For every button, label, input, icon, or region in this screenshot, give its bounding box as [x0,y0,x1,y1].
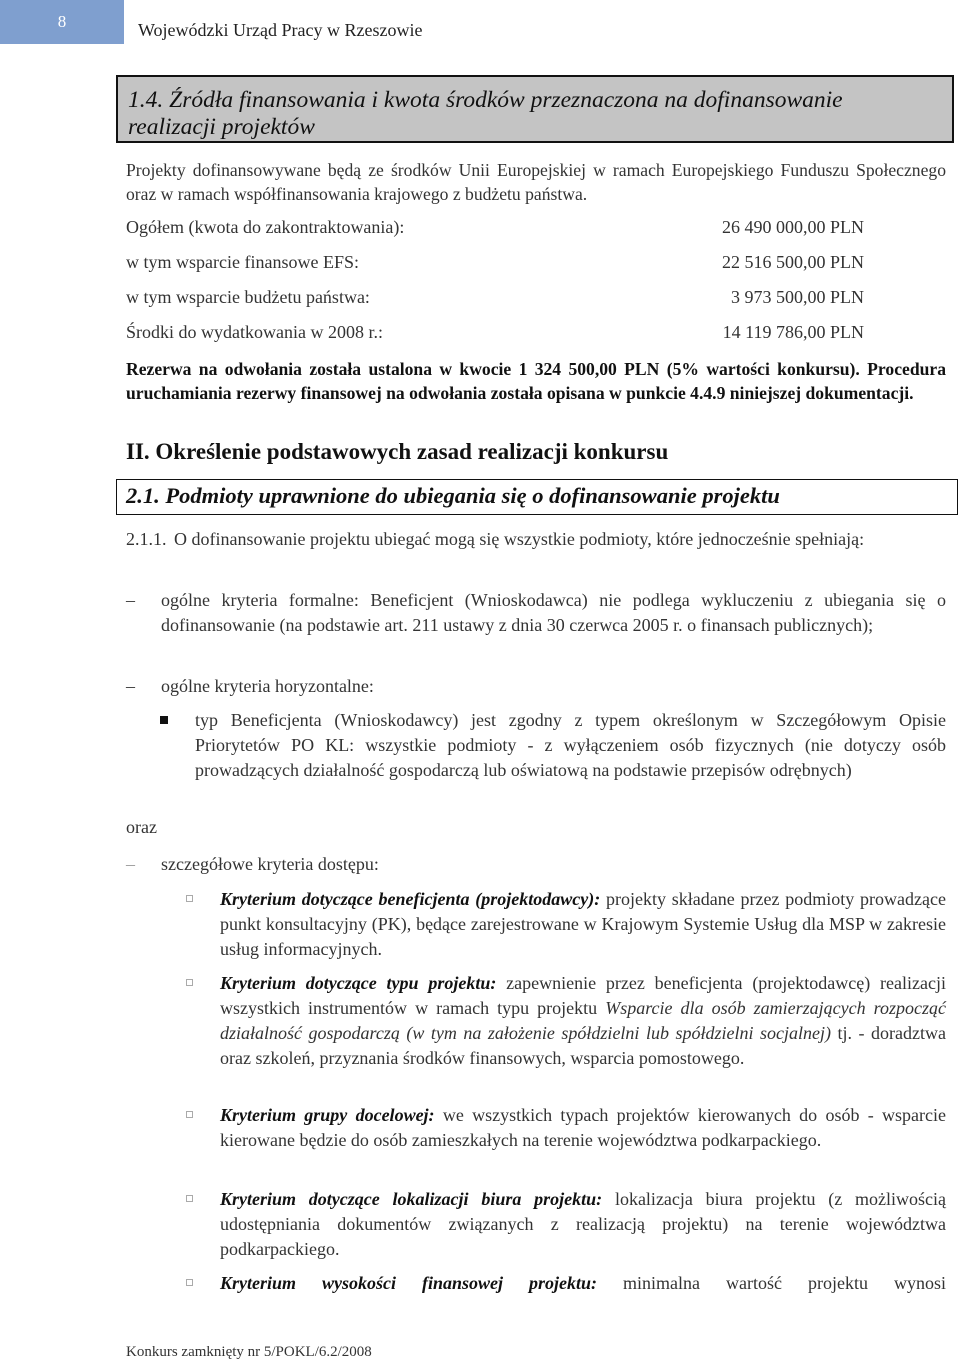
criterion-title: Kryterium wysokości finansowej projektu: [220,1273,598,1293]
funding-row-label: w tym wsparcie budżetu państwa: [126,287,370,307]
criterion-title: Kryterium dotyczące typu projektu: [220,973,497,993]
dash-marker-icon: – [126,590,135,610]
criterion-text [220,971,946,1071]
funding-row-label: w tym wsparcie finansowe EFS: [126,252,359,272]
criterion-italic: Wsparcie dla osób zamierzających rozpocząć działalność gospodarczą (w tym na założenie spółdzielni lub spółdzielni socjalnej) [220,998,946,1043]
list-item-text: typ Beneficjenta (Wnioskodawcy) jest zgodny z typem określonym w Szczegółowym Opisie Priorytetów PO KL: wszystkie podmioty - z wyłączeniem osób fizycznych (nie dotyczy osób prowadzących działalność gospodarczą lub oświatową na podstawie przepisów odrębnych) [195,710,946,780]
criterion-office-location [186,1187,946,1262]
criterion-title: Kryterium dotyczące lokalizacji biura projektu: [220,1189,603,1209]
list-item-text: ogólne kryteria formalne: Beneficjent (Wnioskodawca) nie podlega wykluczeniu z ubiegania się o dofinansowanie (na podstawie art. 211 ustawy z dnia 30 czerwca 2005 r. o finansach publicznych); [161,590,946,635]
dash-marker-icon: – [126,854,135,874]
criterion-text [220,1271,946,1296]
funding-row-label: Ogółem (kwota do zakontraktowania): [126,217,405,237]
criterion-beneficiary [186,887,946,962]
criterion-body: minimalna wartość projektu wynosi [597,1273,946,1293]
section-1-4-title-line1: 1.4. Źródła finansowania i kwota środków przeznaczona na dofinansowanie [128,87,843,113]
funding-row-state-budget [126,287,864,313]
list-item-access-criteria [126,852,946,877]
funding-row-value: 3 973 500,00 PLN [730,287,864,307]
list-item-text: ogólne kryteria horyzontalne: [161,676,374,696]
list-item-horizontal-criteria [126,674,946,699]
section-2-1-title-box: 2.1. Podmioty uprawnione do ubiegania się o dofinansowanie projektu [116,479,958,515]
section-1-4-title-box [116,75,954,143]
paragraph-2-1-1 [126,527,946,552]
criterion-target-group [186,1103,946,1153]
footer-text: Konkurs zamknięty nr 5/POKL/6.2/2008 [126,1344,372,1360]
section-1-4-title-line2: realizacji projektów [128,114,315,140]
list-item-beneficiary-type [160,708,946,783]
list-item-text: szczegółowe kryteria dostępu: [161,854,379,874]
criterion-title: Kryterium grupy docelowej: [220,1105,435,1125]
criterion-body-end: tj. - doradztwa oraz szkoleń, przyznania środków finansowych, wsparcia pomostowego. [220,1023,946,1068]
criterion-text [220,1103,946,1153]
funding-row-value: 26 490 000,00 PLN [721,217,864,237]
page-number-badge: 8 [0,0,124,44]
square-bullet-icon [160,716,168,724]
funding-row-2008 [126,322,864,348]
funding-row-value: 22 516 500,00 PLN [721,252,864,272]
reserve-paragraph: Rezerwa na odwołania została ustalona w kwocie 1 324 500,00 PLN (5% wartości konkursu). Procedura uruchamiania rezerwy finansowej na odwołania została opisana w punkcie 4.4.9 niniejszej dokumentacji. [126,359,946,403]
funding-intro: Projekty dofinansowywane będą ze środków Unii Europejskiej w ramach Europejskiego Funduszu Społecznego oraz w ramach współfinansowania krajowego z budżetu państwa. [126,160,946,204]
criterion-body: we wszystkich typach projektów kierowanych do osób - wsparcie kierowane będzie do osób zamieszkałych na terenie województwa podkarpackiego. [220,1105,947,1150]
square-bullet-icon [186,1195,193,1202]
paragraph-text: O dofinansowanie projektu ubiegać mogą się wszystkie podmioty, które jednocześnie spełniają: [174,529,865,549]
square-bullet-icon [186,1279,193,1286]
criterion-body: projekty składane przez podmioty prowadzące punkt konsultacyjny (PK), będące zarejestrowane w Krajowym Systemie Usług dla MSP w zakresie usług informacyjnych. [220,889,946,959]
funding-row-label: Środki do wydatkowania w 2008 r.: [126,322,383,342]
square-bullet-icon [186,1111,193,1118]
list-item-formal-criteria [126,588,946,638]
paragraph-number: 2.1.1. [126,529,167,549]
square-bullet-icon [186,979,193,986]
funding-row-value: 14 119 786,00 PLN [722,322,864,342]
square-bullet-icon [186,895,193,902]
criterion-body: zapewnienie przez beneficjenta (projektodawcę) realizacji wszystkich instrumentów w ramach typu projektu [220,973,946,1018]
header-title: Wojewódzki Urząd Pracy w Rzeszowie [138,20,423,40]
criterion-project-type [186,971,946,1071]
dash-marker-icon: – [126,676,135,696]
criterion-project-value [186,1271,946,1296]
section-II-heading: II. Określenie podstawowych zasad realizacji konkursu [126,439,669,464]
criterion-body: lokalizacja biura projektu (z możliwością udostępniania dokumentów związanych z realizacją projektu) na terenie województwa podkarpackiego. [220,1189,946,1259]
criterion-text [220,887,946,962]
funding-row-total [126,217,864,243]
connector-text: oraz [126,817,157,837]
criterion-text [220,1187,946,1262]
funding-row-efs [126,252,864,278]
criterion-title: Kryterium dotyczące beneficjenta (projektodawcy): [220,889,601,909]
